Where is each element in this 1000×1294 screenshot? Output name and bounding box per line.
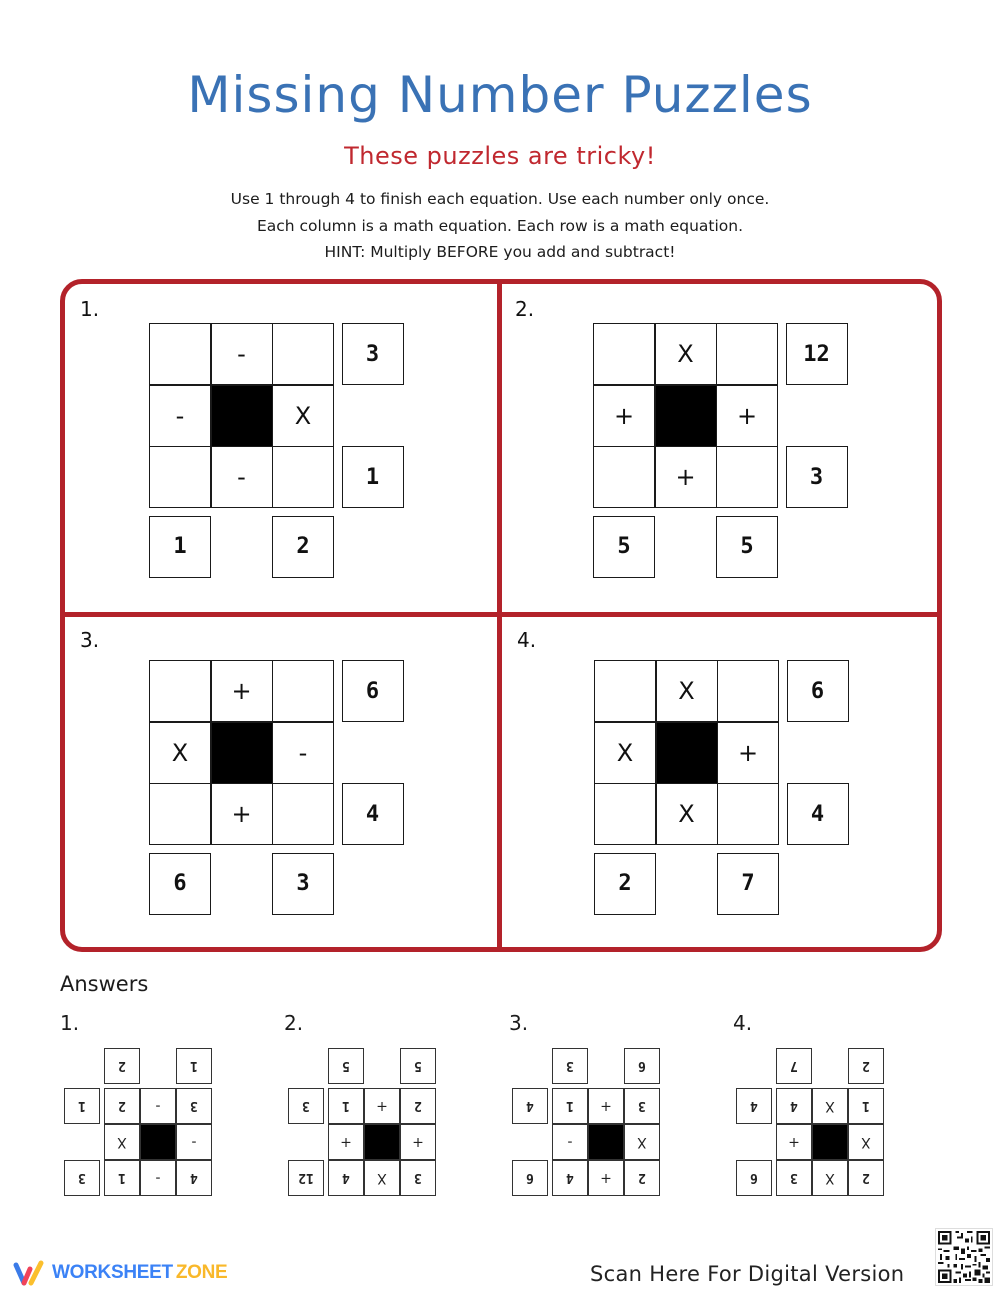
frame-divider-horizontal xyxy=(60,612,942,617)
page-title: Missing Number Puzzles xyxy=(187,66,813,124)
answer-input-cell[interactable] xyxy=(716,446,778,508)
result-box: 4 xyxy=(736,1088,772,1124)
result-box: 1 xyxy=(149,516,211,578)
operator-cell: + xyxy=(588,1088,624,1124)
puzzle-number: 3. xyxy=(80,628,100,652)
result-box: 6 xyxy=(342,660,404,722)
result-box: 4 xyxy=(787,783,849,845)
result-box: 3 xyxy=(786,446,848,508)
answer-input-cell[interactable] xyxy=(272,323,334,385)
answer-input-cell[interactable] xyxy=(149,446,211,508)
operator-cell: X xyxy=(364,1160,400,1196)
answer-input-cell[interactable] xyxy=(593,446,655,508)
logo-word-zone: ZONE xyxy=(175,1262,228,1283)
result-box: 5 xyxy=(593,516,655,578)
number-cell: 3 xyxy=(776,1160,812,1196)
operator-cell: X xyxy=(272,385,334,447)
answer-number: 3. xyxy=(509,1011,529,1035)
operator-cell: + xyxy=(588,1160,624,1196)
worksheetzone-logo[interactable] xyxy=(12,1258,227,1288)
number-cell: 2 xyxy=(848,1160,884,1196)
answer-input-cell[interactable] xyxy=(272,783,334,845)
blocked-cell xyxy=(364,1124,400,1160)
answer-input-cell[interactable] xyxy=(717,783,779,845)
blocked-cell xyxy=(656,722,718,784)
operator-cell: X xyxy=(655,323,717,385)
number-cell: 4 xyxy=(176,1160,212,1196)
result-box: 1 xyxy=(176,1048,212,1084)
result-box: 3 xyxy=(64,1160,100,1196)
result-box: 6 xyxy=(512,1160,548,1196)
operator-cell: X xyxy=(812,1160,848,1196)
answer-grid xyxy=(66,1050,212,1196)
blocked-cell xyxy=(588,1124,624,1160)
result-box: 7 xyxy=(776,1048,812,1084)
operator-cell: + xyxy=(328,1124,364,1160)
number-cell: 2 xyxy=(104,1088,140,1124)
operator-cell: + xyxy=(211,783,273,845)
operator-cell: + xyxy=(364,1088,400,1124)
answer-number: 4. xyxy=(733,1011,753,1035)
instruction-line: Each column is a math equation. Each row is a math equation. xyxy=(256,216,744,235)
answer-grid xyxy=(514,1050,660,1196)
answer-number: 1. xyxy=(60,1011,80,1035)
result-box: 12 xyxy=(786,323,848,385)
instruction-line: Use 1 through 4 to finish each equation. Use each number only once. xyxy=(230,190,770,208)
answer-input-cell[interactable] xyxy=(149,323,211,385)
puzzle-number: 2. xyxy=(515,297,535,321)
blocked-cell xyxy=(211,722,273,784)
operator-cell: - xyxy=(149,385,211,447)
blocked-cell xyxy=(140,1124,176,1160)
instruction-line: HINT: Multiply BEFORE you add and subtract! xyxy=(324,243,676,261)
operator-cell: + xyxy=(776,1124,812,1160)
result-box: 3 xyxy=(342,323,404,385)
answer-input-cell[interactable] xyxy=(272,446,334,508)
scan-caption: Scan Here For Digital Version xyxy=(590,1262,905,1286)
result-box: 3 xyxy=(288,1088,324,1124)
answer-input-cell[interactable] xyxy=(593,323,655,385)
number-cell: 4 xyxy=(776,1088,812,1124)
operator-cell: - xyxy=(211,446,273,508)
operator-cell: - xyxy=(176,1124,212,1160)
instructions xyxy=(0,186,1000,266)
operator-cell: X xyxy=(656,660,718,722)
result-box: 6 xyxy=(149,853,211,915)
result-box: 2 xyxy=(104,1048,140,1084)
result-box: 2 xyxy=(272,516,334,578)
operator-cell: - xyxy=(140,1160,176,1196)
operator-cell: + xyxy=(593,385,655,447)
operator-cell: + xyxy=(717,722,779,784)
puzzle-number: 1. xyxy=(80,297,100,321)
answers-heading: Answers xyxy=(60,972,149,996)
result-box: 12 xyxy=(288,1160,324,1196)
operator-cell: X xyxy=(848,1124,884,1160)
operator-cell: + xyxy=(400,1124,436,1160)
blocked-cell xyxy=(812,1124,848,1160)
number-cell: 1 xyxy=(104,1160,140,1196)
page-subtitle: These puzzles are tricky! xyxy=(344,142,656,170)
result-box: 6 xyxy=(787,660,849,722)
result-box: 1 xyxy=(64,1088,100,1124)
answer-input-cell[interactable] xyxy=(716,323,778,385)
operator-cell: X xyxy=(594,722,656,784)
number-cell: 1 xyxy=(848,1088,884,1124)
logo-mark-icon xyxy=(12,1259,46,1287)
operator-cell: - xyxy=(211,323,273,385)
blocked-cell xyxy=(655,385,717,447)
result-box: 5 xyxy=(400,1048,436,1084)
operator-cell: X xyxy=(812,1088,848,1124)
number-cell: 2 xyxy=(624,1160,660,1196)
result-box: 5 xyxy=(716,516,778,578)
answer-input-cell[interactable] xyxy=(717,660,779,722)
result-box: 3 xyxy=(552,1048,588,1084)
operator-cell: - xyxy=(140,1088,176,1124)
qr-code-icon[interactable] xyxy=(935,1228,993,1286)
number-cell: 3 xyxy=(176,1088,212,1124)
number-cell: 3 xyxy=(400,1160,436,1196)
result-box: 6 xyxy=(736,1160,772,1196)
operator-cell: X xyxy=(656,783,718,845)
result-box: 4 xyxy=(342,783,404,845)
operator-cell: + xyxy=(716,385,778,447)
answer-grid xyxy=(290,1050,436,1196)
result-box: 4 xyxy=(512,1088,548,1124)
operator-cell: + xyxy=(211,660,273,722)
number-cell: 4 xyxy=(552,1160,588,1196)
answer-input-cell[interactable] xyxy=(594,783,656,845)
operator-cell: - xyxy=(272,722,334,784)
blocked-cell xyxy=(211,385,273,447)
number-cell: 4 xyxy=(328,1160,364,1196)
answer-input-cell[interactable] xyxy=(149,660,211,722)
number-cell: 3 xyxy=(624,1088,660,1124)
operator-cell: + xyxy=(655,446,717,508)
logo-word-worksheet: WORKSHEET xyxy=(52,1262,173,1283)
result-box: 2 xyxy=(594,853,656,915)
operator-cell: X xyxy=(624,1124,660,1160)
number-cell: 1 xyxy=(552,1088,588,1124)
result-box: 1 xyxy=(342,446,404,508)
result-box: 7 xyxy=(717,853,779,915)
logo-wordmark xyxy=(52,1262,227,1284)
result-box: 5 xyxy=(328,1048,364,1084)
operator-cell: - xyxy=(552,1124,588,1160)
number-cell: 1 xyxy=(328,1088,364,1124)
result-box: 2 xyxy=(848,1048,884,1084)
answer-number: 2. xyxy=(284,1011,304,1035)
answer-input-cell[interactable] xyxy=(272,660,334,722)
answer-grid xyxy=(738,1050,884,1196)
number-cell: 2 xyxy=(400,1088,436,1124)
answer-input-cell[interactable] xyxy=(594,660,656,722)
result-box: 3 xyxy=(272,853,334,915)
result-box: 6 xyxy=(624,1048,660,1084)
answer-input-cell[interactable] xyxy=(149,783,211,845)
puzzle-number: 4. xyxy=(517,628,537,652)
operator-cell: X xyxy=(149,722,211,784)
operator-cell: X xyxy=(104,1124,140,1160)
